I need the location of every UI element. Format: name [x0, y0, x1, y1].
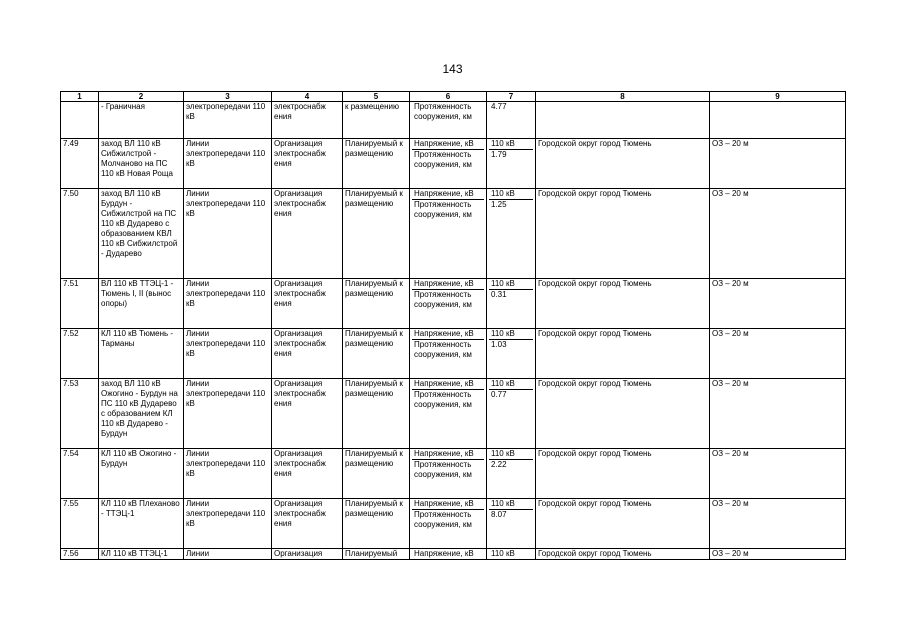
- object-name-cell: - Граничная: [99, 102, 184, 139]
- location-cell: Городской округ город Тюмень: [536, 549, 710, 560]
- infrastructure-table: [60, 91, 846, 560]
- table-row: [61, 189, 846, 279]
- zone-cell: [710, 102, 846, 139]
- table-row: [61, 449, 846, 499]
- zone-cell: ОЗ – 20 м: [710, 499, 846, 549]
- object-name-cell: КЛ 110 кВ ТТЭЦ-1: [99, 549, 184, 560]
- zone-cell: ОЗ – 20 м: [710, 449, 846, 499]
- zone-cell: ОЗ – 20 м: [710, 279, 846, 329]
- parameter-cell-secondary: Протяженность сооружения, км: [414, 340, 472, 359]
- parameter-cell: [410, 329, 487, 379]
- object-name-cell: ВЛ 110 кВ ТТЭЦ-1 - Тюмень I, II (вынос опоры): [99, 279, 184, 329]
- row-number-cell: 7.52: [61, 329, 99, 379]
- value-cell-primary: 110 кВ: [489, 329, 533, 340]
- value-cell-primary: 110 кВ: [489, 189, 533, 200]
- value-cell-secondary: 1.79: [491, 150, 507, 159]
- value-cell-secondary: 2.22: [491, 460, 507, 469]
- header-cell: 3: [184, 92, 272, 102]
- purpose-cell: Организация: [272, 549, 343, 560]
- table-row: [61, 139, 846, 189]
- header-cell: 5: [343, 92, 410, 102]
- parameter-cell-secondary: Протяженность сооружения, км: [414, 290, 472, 309]
- zone-cell: ОЗ – 20 м: [710, 189, 846, 279]
- object-name-cell: заход ВЛ 110 кВ Ожогино - Бурдун на ПС 110 кВ Дударево с образованием КЛ 110 кВ Дударево - Бурдун: [99, 379, 184, 449]
- value-cell-secondary: 0.31: [491, 290, 507, 299]
- parameter-cell: [410, 379, 487, 449]
- table-row: [61, 549, 846, 560]
- zone-cell: ОЗ – 20 м: [710, 549, 846, 560]
- object-type-cell: Линии электропередачи 110 кВ: [184, 499, 272, 549]
- status-cell: Планируемый: [343, 549, 410, 560]
- location-cell: Городской округ город Тюмень: [536, 189, 710, 279]
- zone-cell: ОЗ – 20 м: [710, 139, 846, 189]
- status-cell: Планируемый к размещению: [343, 189, 410, 279]
- location-cell: Городской округ город Тюмень: [536, 449, 710, 499]
- location-cell: Городской округ город Тюмень: [536, 279, 710, 329]
- status-cell: к размещению: [343, 102, 410, 139]
- value-cell-primary: 4.77: [491, 102, 507, 111]
- parameter-cell-primary: Напряжение, кВ: [412, 279, 484, 290]
- parameter-cell-primary: Напряжение, кВ: [412, 329, 484, 340]
- row-number-cell: 7.51: [61, 279, 99, 329]
- row-number-cell: 7.53: [61, 379, 99, 449]
- header-cell: 2: [99, 92, 184, 102]
- table-row: [61, 379, 846, 449]
- parameter-cell-secondary: Протяженность сооружения, км: [414, 200, 472, 219]
- purpose-cell: Организация электроснабж ения: [272, 189, 343, 279]
- location-cell: Городской округ город Тюмень: [536, 499, 710, 549]
- object-type-cell: электропередачи 110 кВ: [184, 102, 272, 139]
- header-cell: 9: [710, 92, 846, 102]
- object-type-cell: Линии: [184, 549, 272, 560]
- status-cell: Планируемый к размещению: [343, 329, 410, 379]
- value-cell-secondary: 0.77: [491, 390, 507, 399]
- object-type-cell: Линии электропередачи 110 кВ: [184, 379, 272, 449]
- object-type-cell: Линии электропередачи 110 кВ: [184, 189, 272, 279]
- page-number: 143: [442, 62, 463, 76]
- value-cell: [487, 189, 536, 279]
- parameter-cell: [410, 189, 487, 279]
- value-cell: [487, 102, 536, 139]
- row-number-cell: 7.55: [61, 499, 99, 549]
- row-number-cell: 7.49: [61, 139, 99, 189]
- parameter-cell-primary: Напряжение, кВ: [412, 449, 484, 460]
- value-cell-primary: 110 кВ: [489, 449, 533, 460]
- header-cell: 4: [272, 92, 343, 102]
- value-cell-primary: 110 кВ: [489, 279, 533, 290]
- row-number-cell: 7.50: [61, 189, 99, 279]
- location-cell: Городской округ город Тюмень: [536, 139, 710, 189]
- purpose-cell: электроснабж ения: [272, 102, 343, 139]
- row-number-cell: 7.56: [61, 549, 99, 560]
- parameter-cell: [410, 449, 487, 499]
- value-cell: [487, 139, 536, 189]
- parameter-cell-primary: Напряжение, кВ: [414, 549, 474, 558]
- header-cell: 1: [61, 92, 99, 102]
- status-cell: Планируемый к размещению: [343, 139, 410, 189]
- header-cell: 7: [487, 92, 536, 102]
- header-cell: 6: [410, 92, 487, 102]
- parameter-cell-primary: Напряжение, кВ: [412, 139, 484, 150]
- row-number-cell: 7.54: [61, 449, 99, 499]
- parameter-cell-primary: Напряжение, кВ: [412, 379, 484, 390]
- location-cell: Городской округ город Тюмень: [536, 379, 710, 449]
- table-row: [61, 279, 846, 329]
- parameter-cell: [410, 549, 487, 560]
- purpose-cell: Организация электроснабж ения: [272, 329, 343, 379]
- value-cell: [487, 499, 536, 549]
- purpose-cell: Организация электроснабж ения: [272, 279, 343, 329]
- parameter-cell: [410, 279, 487, 329]
- value-cell: [487, 329, 536, 379]
- status-cell: Планируемый к размещению: [343, 279, 410, 329]
- value-cell: [487, 379, 536, 449]
- object-type-cell: Линии электропередачи 110 кВ: [184, 329, 272, 379]
- zone-cell: ОЗ – 20 м: [710, 329, 846, 379]
- object-type-cell: Линии электропередачи 110 кВ: [184, 449, 272, 499]
- row-number-cell: [61, 102, 99, 139]
- object-type-cell: Линии электропередачи 110 кВ: [184, 279, 272, 329]
- parameter-cell: [410, 499, 487, 549]
- value-cell-primary: 110 кВ: [491, 549, 515, 558]
- header-cell: 8: [536, 92, 710, 102]
- parameter-cell-secondary: Протяженность сооружения, км: [414, 390, 472, 409]
- object-name-cell: КЛ 110 кВ Ожогино - Бурдун: [99, 449, 184, 499]
- parameter-cell-secondary: Протяженность сооружения, км: [414, 460, 472, 479]
- value-cell: [487, 549, 536, 560]
- parameter-cell: [410, 102, 487, 139]
- location-cell: [536, 102, 710, 139]
- purpose-cell: Организация электроснабж ения: [272, 499, 343, 549]
- parameter-cell-primary: Напряжение, кВ: [412, 499, 484, 510]
- table-row: [61, 499, 846, 549]
- value-cell-secondary: 1.03: [491, 340, 507, 349]
- value-cell: [487, 449, 536, 499]
- header-row: [61, 92, 846, 102]
- value-cell: [487, 279, 536, 329]
- object-name-cell: КЛ 110 кВ Тюмень - Тарманы: [99, 329, 184, 379]
- parameter-cell-secondary: Протяженность сооружения, км: [414, 510, 472, 529]
- value-cell-primary: 110 кВ: [489, 139, 533, 150]
- table-row: [61, 329, 846, 379]
- parameter-cell-secondary: Протяженность сооружения, км: [414, 150, 472, 169]
- parameter-cell-primary: Напряжение, кВ: [412, 189, 484, 200]
- status-cell: Планируемый к размещению: [343, 449, 410, 499]
- value-cell-primary: 110 кВ: [489, 499, 533, 510]
- object-name-cell: КЛ 110 кВ Плеханово - ТТЭЦ-1: [99, 499, 184, 549]
- object-name-cell: заход ВЛ 110 кВ Бурдун - Сибжилстрой на ПС 110 кВ Дударево с образованием КВЛ 110 кВ Сибжилстрой - Дударево: [99, 189, 184, 279]
- parameter-cell: [410, 139, 487, 189]
- status-cell: Планируемый к размещению: [343, 499, 410, 549]
- purpose-cell: Организация электроснабж ения: [272, 449, 343, 499]
- table-row: [61, 102, 846, 139]
- value-cell-secondary: 8.07: [491, 510, 507, 519]
- status-cell: Планируемый к размещению: [343, 379, 410, 449]
- value-cell-secondary: 1.25: [491, 200, 507, 209]
- purpose-cell: Организация электроснабж ения: [272, 379, 343, 449]
- purpose-cell: Организация электроснабж ения: [272, 139, 343, 189]
- location-cell: Городской округ город Тюмень: [536, 329, 710, 379]
- object-name-cell: заход ВЛ 110 кВ Сибжилстрой - Молчаново на ПС 110 кВ Новая Роща: [99, 139, 184, 189]
- parameter-cell-primary: Протяженность сооружения, км: [414, 102, 472, 121]
- object-type-cell: Линии электропередачи 110 кВ: [184, 139, 272, 189]
- zone-cell: ОЗ – 20 м: [710, 379, 846, 449]
- value-cell-primary: 110 кВ: [489, 379, 533, 390]
